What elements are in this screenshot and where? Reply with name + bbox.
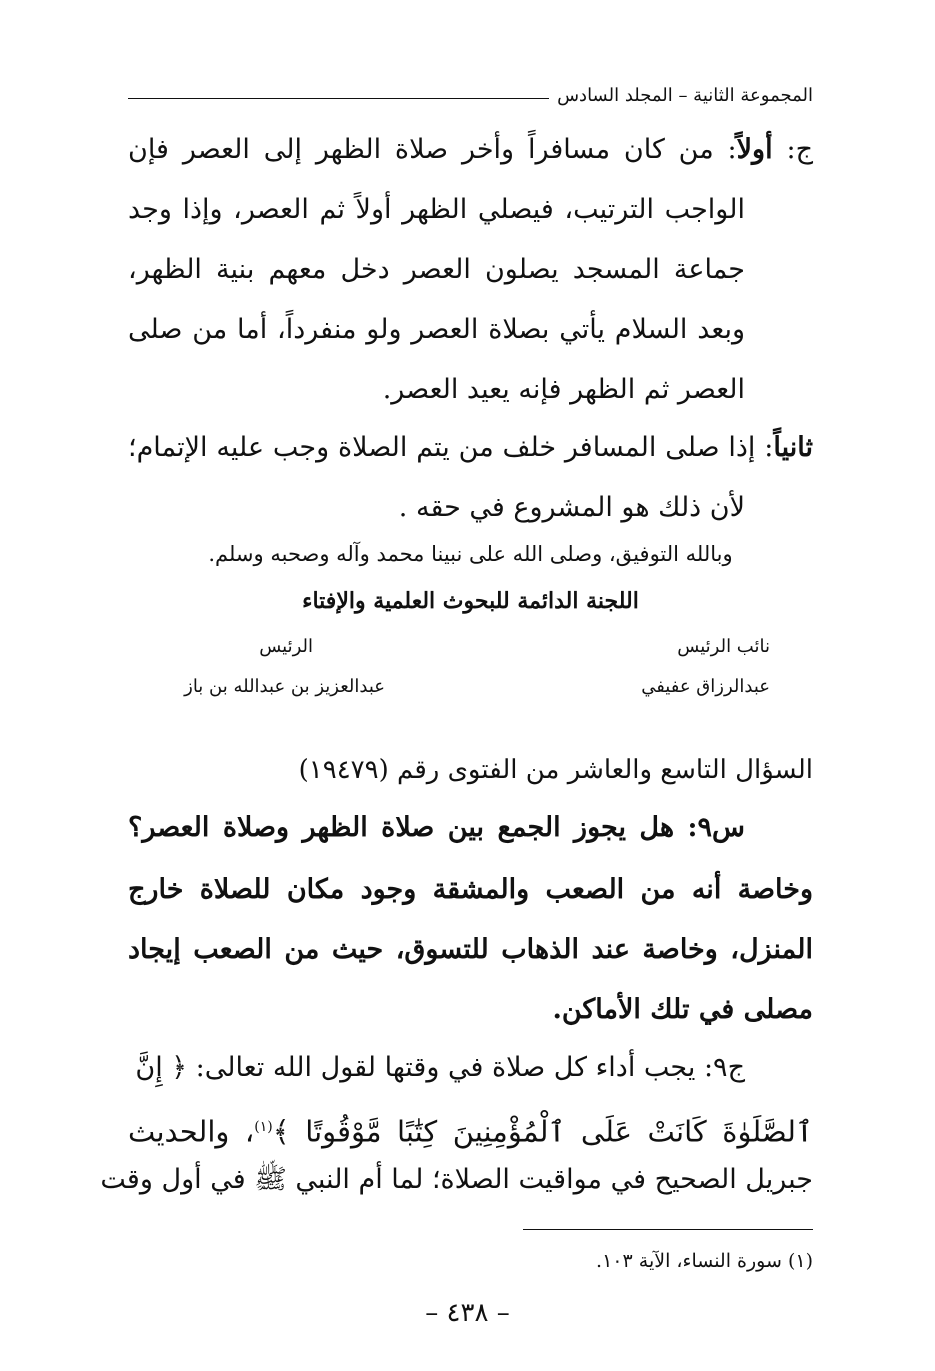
chair-name: عبدالعزيز بن عبدالله بن باز [184,676,385,697]
running-header [128,76,813,106]
committee-name: اللجنة الدائمة للبحوث العلمية والإفتاء [302,588,639,614]
point-second-label: ثانياً [773,432,813,463]
header-rule [128,98,549,99]
header-title: المجموعة الثانية – المجلد السادس [557,85,813,106]
question-line-2: وخاصة أنه من الصعب والمشقة وجود مكان للصلاة خارج [128,874,813,905]
answer-prefix: ج: [772,134,813,165]
quran-verse: ٱلصَّلَوٰةَ كَانَتْ عَلَى ٱلْمُؤْمِنِينَ كِتَٰبًا مَّوْقُوتًا ﴾ [272,1114,814,1149]
chair-title: الرئيس [259,636,313,657]
question-line-4: مصلى في تلك الأماكن. [552,994,813,1025]
answer1-line-2: الواجب الترتيب، فيصلي الظهر أولاً ثم العصر، وإذا وجد [128,194,745,225]
answer1-line-1-text: : من كان مسافراً وأخر صلاة الظهر إلى العصر فإن [128,134,737,165]
closing-prayer: وبالله التوفيق، وصلى الله على نبينا محمد وآله وصحبه وسلم. [208,542,733,566]
deputy-chair-name: عبدالرزاق عفيفي [641,676,770,697]
footnote-ref: (١) [254,1119,273,1135]
footnote-rule [523,1229,813,1230]
answer1-line-5: العصر ثم الظهر فإنه يعيد العصر. [382,374,745,405]
answer1-line-7: لأن ذلك هو المشروع في حقه . [398,492,745,523]
question-line-3: المنزل، وخاصة عند الذهاب للتسوق، حيث من الصعب إيجاد [128,934,813,965]
answer1-line-1 [128,130,813,170]
point-first-label: أولاً [736,134,773,165]
answer2-line-3: جبريل الصحيح في مواقيت الصلاة؛ لما أم النبي ﷺ في أول وقت [100,1164,813,1195]
answer2-line-2-rest: ، والحديث [128,1114,255,1149]
question-line-1: س٩: هل يجوز الجمع بين صلاة الظهر وصلاة العصر؟ [128,812,745,843]
answer1-line-4: وبعد السلام يأتي بصلاة العصر ولو منفرداً، أما من صلى [128,314,745,345]
answer1-line-6 [128,428,813,468]
footnote: (١) سورة النساء، الآية ١٠٣. [596,1250,813,1272]
question-heading: السؤال التاسع والعاشر من الفتوى رقم (١٩٤٧٩) [298,755,813,785]
answer2-line-2 [128,1104,813,1155]
deputy-chair-title: نائب الرئيس [677,636,770,657]
answer2-line-1: ج٩: يجب أداء كل صلاة في وقتها لقول الله تعالى: ﴿ إِنَّ [135,1052,745,1083]
answer1-line-3: جماعة المسجد يصلون العصر دخل معهم بنية الظهر، [128,254,745,285]
answer1-line-6-text: : إذا صلى المسافر خلف من يتم الصلاة وجب عليه الإتمام؛ [128,432,774,463]
page-number: – ٤٣٨ – [425,1298,510,1328]
